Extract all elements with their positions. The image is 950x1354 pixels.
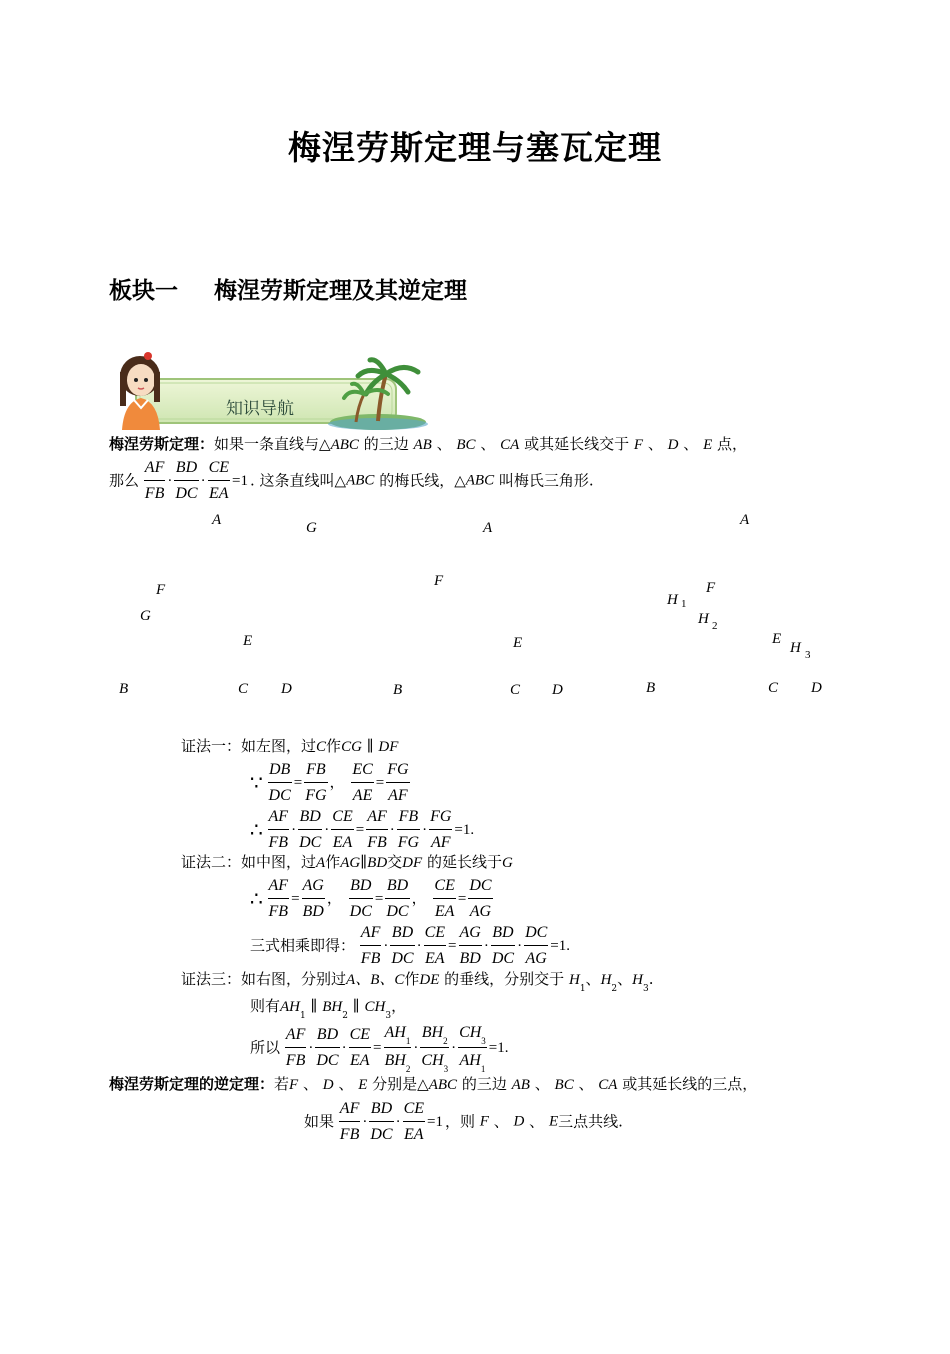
inline-text: C [316,739,327,755]
numerator [420,1020,449,1048]
inline-text: 3 [481,1036,486,1046]
fraction [429,804,452,855]
fraction [369,1096,393,1147]
inline-text: 作 [325,853,341,871]
fraction [468,873,492,924]
inline-text: 如中图，过 [241,853,317,871]
numerator: AF [144,455,166,481]
fraction [390,920,414,971]
math-operator: · [362,1113,368,1130]
numerator [458,1020,487,1048]
section-heading [109,272,467,305]
denominator: EA [332,834,353,851]
text: 或其延长线交于 [524,435,630,453]
triangle-name: ABC [346,472,375,489]
inline-text: BD [367,855,388,871]
denominator: AG [469,903,492,920]
triangle-name: ABC [330,437,359,453]
numerator: FB [304,757,327,783]
inline-text: 三式相乘即得： [250,936,356,955]
inline-text: 、 [302,1075,318,1093]
math-operator: = [355,821,365,838]
point-label: D [552,682,563,698]
denominator: BD [459,950,481,967]
knowledge-nav-banner [108,346,430,432]
inline-text: BH [421,1024,444,1041]
inline-text: 3 [643,984,649,994]
text: 那么 [109,471,140,490]
denominator: DC [316,1052,339,1069]
point-label: F [156,582,166,598]
denominator [384,1048,412,1075]
inline-text: CG [341,739,362,755]
point-label: F [706,580,716,596]
fraction [524,920,548,971]
theorem-label: 梅涅劳斯定理： [109,435,215,453]
point-subscript: 2 [712,620,718,632]
inline-text: 、 [534,1075,550,1093]
sep: 、 [683,435,699,453]
numerator: CE [208,455,230,481]
numerator: FG [386,757,409,783]
point-label: A [483,520,493,536]
segment: AB [413,437,432,453]
denominator [420,1048,449,1075]
inline-text: F [289,1077,299,1093]
inline-text: ∥ [360,853,368,871]
inline-text: CH [459,1024,482,1041]
point-label: B [646,680,656,696]
numerator: DC [468,873,492,899]
point-label: G [140,608,151,624]
inline-text: AH [459,1052,481,1069]
inline-text: 的三边 [461,1075,507,1093]
denominator: BD [302,903,324,920]
numerator: AG [459,920,482,946]
fraction [397,804,420,855]
inline-text: AG [340,855,361,871]
inline-text: 1 [480,1064,486,1074]
point-label: E [243,633,253,649]
inline-text: CH [364,999,386,1015]
fraction [331,804,353,855]
denominator: AF [388,787,408,804]
inline-text: BH [322,999,343,1015]
inline-text: 三点共线. [558,1112,623,1131]
denominator: EA [425,950,445,967]
inline-text: ∥ [310,997,318,1015]
text: 点， [717,435,748,453]
denominator: FB [360,950,381,967]
denominator: FB [285,1052,306,1069]
page-title: 梅涅劳斯定理与塞瓦定理 [288,128,662,167]
inline-text: 1 [405,1036,411,1046]
fraction [385,873,409,924]
numerator: BD [491,920,515,946]
fraction [386,757,409,808]
fraction [424,920,446,971]
math-operator: =1. [454,821,475,838]
fraction [208,455,230,506]
inline-text: 2 [611,984,618,994]
text: . 这条直线叫△ [250,471,347,490]
inline-text: ABC [428,1077,458,1093]
denominator: FB [268,834,289,851]
because-symbol: ∵ [250,770,263,795]
math-operator: = [457,890,467,907]
math-operator: =1 [427,1113,443,1130]
inline-text: D [322,1077,334,1093]
denominator: DC [349,903,372,920]
numerator [384,1020,412,1048]
math-operator: ， [411,890,427,907]
math-operator: · [167,472,173,489]
math-operator: = [374,890,384,907]
inline-text: 1 [300,1011,306,1021]
numerator: EC [351,757,373,783]
point-label: C [510,682,521,698]
numerator: CE [433,873,455,899]
math-operator: · [413,1039,419,1056]
inline-text: 所以 [250,1038,281,1057]
inline-text: 分别是△ [372,1075,429,1093]
fraction [268,804,290,855]
point-label: F [434,573,444,589]
numerator: BD [349,873,373,899]
fraction [351,757,373,808]
inline-text: A、B、C [346,972,405,988]
point-subscript: 1 [681,598,687,610]
inline-text: 3 [385,1011,392,1021]
inline-text: 如右图，分别过 [241,970,347,988]
fraction [433,873,455,924]
inline-text: BH [384,1052,406,1069]
math-operator: · [395,1113,401,1130]
fraction [268,873,290,924]
fraction [349,1022,371,1073]
point-label: E [772,631,782,647]
inline-text: 作 [326,737,342,755]
theorem-line-2 [109,455,594,506]
numerator: FB [397,804,420,830]
fraction [420,1020,449,1075]
inline-text: D [513,1113,525,1130]
fraction [403,1096,425,1147]
denominator: FB [367,834,387,851]
inline-text: A [316,855,326,871]
proof-2-line-3 [250,920,572,971]
denominator: AE [352,787,373,804]
inline-text: ∥ [352,997,360,1015]
point: F [633,437,644,453]
math-operator: = [291,890,300,907]
point-label: D [281,681,292,697]
point: E [703,437,713,453]
numerator: BD [369,1096,393,1122]
point-label: D [811,680,822,696]
denominator: EA [350,1052,370,1069]
text: 如左图，过 [241,737,317,755]
inline-text: H [568,972,580,988]
inline-text: AH [384,1024,406,1041]
proof-1-line-1 [181,735,398,758]
proof-label: 证法三： [181,970,242,988]
numerator: BD [315,1022,339,1048]
numerator: CE [331,804,353,830]
text: 的梅氏线，△ [379,471,466,490]
fraction [459,920,482,971]
math-operator: · [416,937,422,954]
math-operator: =1. [488,1039,509,1056]
inline-text: H [632,972,643,988]
point-label: H [667,592,678,608]
numerator: CE [403,1096,425,1122]
converse-line-1 [109,1073,757,1096]
math-operator: = [293,774,303,791]
math-operator: · [383,937,389,954]
triangle-name: ABC [465,472,495,489]
denominator: FB [268,903,289,920]
equals-one: =1 [232,472,248,489]
banner-illustration [108,346,430,432]
proof-label: 证法二： [181,853,242,871]
math-operator: ， [329,774,345,791]
sep: 、 [647,435,663,453]
denominator: FG [397,834,420,851]
sep: 、 [436,435,452,453]
numerator: BD [174,455,198,481]
numerator: BD [390,920,414,946]
denominator: FG [305,787,327,804]
inline-text: 的延长线于 [426,853,502,871]
denominator: AG [525,950,547,967]
math-operator: =1. [550,937,571,954]
numerator: AF [366,804,388,830]
math-operator: · [451,1039,457,1056]
text: 的三边 [363,435,409,453]
numerator: AF [268,873,290,899]
fraction [304,757,327,808]
math-operator: · [483,937,489,954]
fraction [349,873,373,924]
therefore-symbol: ∴ [250,886,263,911]
proof-1-line-2 [250,757,410,808]
math-operator: · [422,821,428,838]
inline-text: ，则 [445,1112,476,1131]
denominator [458,1048,487,1075]
point-label: E [513,635,523,651]
inline-text: 、 [529,1112,545,1131]
inline-text: H [600,972,612,988]
numerator: BD [298,804,322,830]
fraction [360,920,382,971]
fraction [384,1020,412,1075]
numerator: CE [349,1022,371,1048]
inline-text: 若 [274,1075,290,1093]
therefore-symbol: ∴ [250,817,263,842]
math-operator: · [389,821,395,838]
proof-2-line-1 [181,851,513,874]
inline-text: 2 [443,1036,448,1046]
inline-text: 、 [338,1075,354,1093]
proof-label: 证法一： [181,737,242,755]
numerator: DB [268,757,292,783]
denominator: DC [491,950,515,967]
inline-text: DE [419,972,440,988]
inline-text: CH [421,1052,444,1069]
sep: 、 [480,435,496,453]
math-operator: · [341,1039,347,1056]
math-operator: = [375,774,385,791]
numerator: BD [385,873,409,899]
fraction [174,455,198,506]
inline-text: DF [378,739,399,755]
point-subscript: 3 [805,649,811,661]
fraction [144,455,166,506]
numerator: AF [339,1096,361,1122]
text: 如果一条直线与△ [214,435,331,453]
point-label: C [238,681,249,697]
denominator: DC [386,903,409,920]
math-operator: · [517,937,523,954]
denominator: DC [370,1126,393,1143]
math-operator: · [308,1039,314,1056]
inline-text: 或其延长线的三点， [622,1075,758,1093]
fraction [302,873,325,924]
math-operator: · [291,821,297,838]
math-operator: ， [326,890,342,907]
numerator: AG [302,873,325,899]
denominator: EA [404,1126,424,1143]
denominator: DC [268,787,291,804]
fraction [366,804,388,855]
numerator: CE [424,920,446,946]
inline-text: CA [598,1077,618,1093]
text: 叫梅氏三角形. [498,471,594,490]
denominator: AF [430,834,451,851]
numerator: AF [285,1022,307,1048]
math-operator: · [200,472,206,489]
fraction [298,804,322,855]
inline-text: 作 [404,970,420,988]
inline-text: AH [280,999,301,1015]
denominator: FB [144,485,165,502]
segment: BC [456,437,476,453]
inline-text: 1 [579,984,586,994]
denominator: FB [339,1126,360,1143]
point-label: H [698,611,709,627]
section-title: 梅涅劳斯定理及其逆定理 [214,278,467,304]
denominator: EA [434,903,455,920]
theorem-line-1 [109,433,747,456]
inline-text: E [358,1077,368,1093]
inline-text: G [501,855,513,871]
point-label: B [393,682,403,698]
proof-3-line-3 [250,1020,511,1075]
banner-label: 知识导航 [226,399,294,419]
proof-1-line-3 [250,804,476,855]
inline-text: 如果 [304,1112,335,1131]
fraction [458,1020,487,1075]
fraction [315,1022,339,1073]
inline-text: 、 [493,1112,509,1131]
proof-3-line-2: 则有$AH_1$ ∥ $BH_2$ ∥ $CH_3$， [250,997,407,1021]
point-label: A [740,512,750,528]
inline-text: 2 [405,1064,411,1074]
inline-text: DF [402,855,423,871]
fraction [285,1022,307,1073]
inline-text: AB [511,1077,530,1093]
inline-text: E [548,1113,559,1130]
fraction [339,1096,361,1147]
denominator: DC [175,485,198,502]
point-label: H [790,640,801,656]
numerator: DC [524,920,548,946]
inline-text: 2 [342,1011,348,1021]
point-label: C [768,680,779,696]
converse-line-2 [304,1096,623,1147]
denominator: DC [299,834,322,851]
inline-text: 交 [387,853,403,871]
point-label: B [119,681,129,697]
proof-2-line-2 [250,873,493,924]
fraction [268,757,292,808]
numerator: AF [360,920,382,946]
math-operator: · [324,821,330,838]
inline-text: 则有 [250,997,281,1015]
numerator: FG [429,804,452,830]
math-operator: = [448,937,457,954]
section-prefix: 板块一 [109,278,178,304]
numerator: AF [268,804,290,830]
segment: CA [500,437,520,453]
inline-text: BC [554,1077,574,1093]
math-operator: = [373,1039,382,1056]
inline-text: ∥ [366,737,374,755]
proof-3-line-1: 证法三：如右图，分别过A、B、C作DE 的垂线，分别交于 $H_1$、$H_2$、$H_3$. [181,970,654,994]
fraction [491,920,515,971]
point-label: A [212,512,222,528]
denominator: DC [391,950,414,967]
inline-text: 3 [443,1064,449,1074]
denominator: EA [209,485,229,502]
point: D [667,437,679,453]
inline-text: F [479,1113,489,1130]
inline-text: 的垂线，分别交于 [444,970,565,988]
point-label: G [306,520,317,536]
inline-text: 、 [578,1075,594,1093]
converse-label: 梅涅劳斯定理的逆定理： [109,1075,275,1093]
